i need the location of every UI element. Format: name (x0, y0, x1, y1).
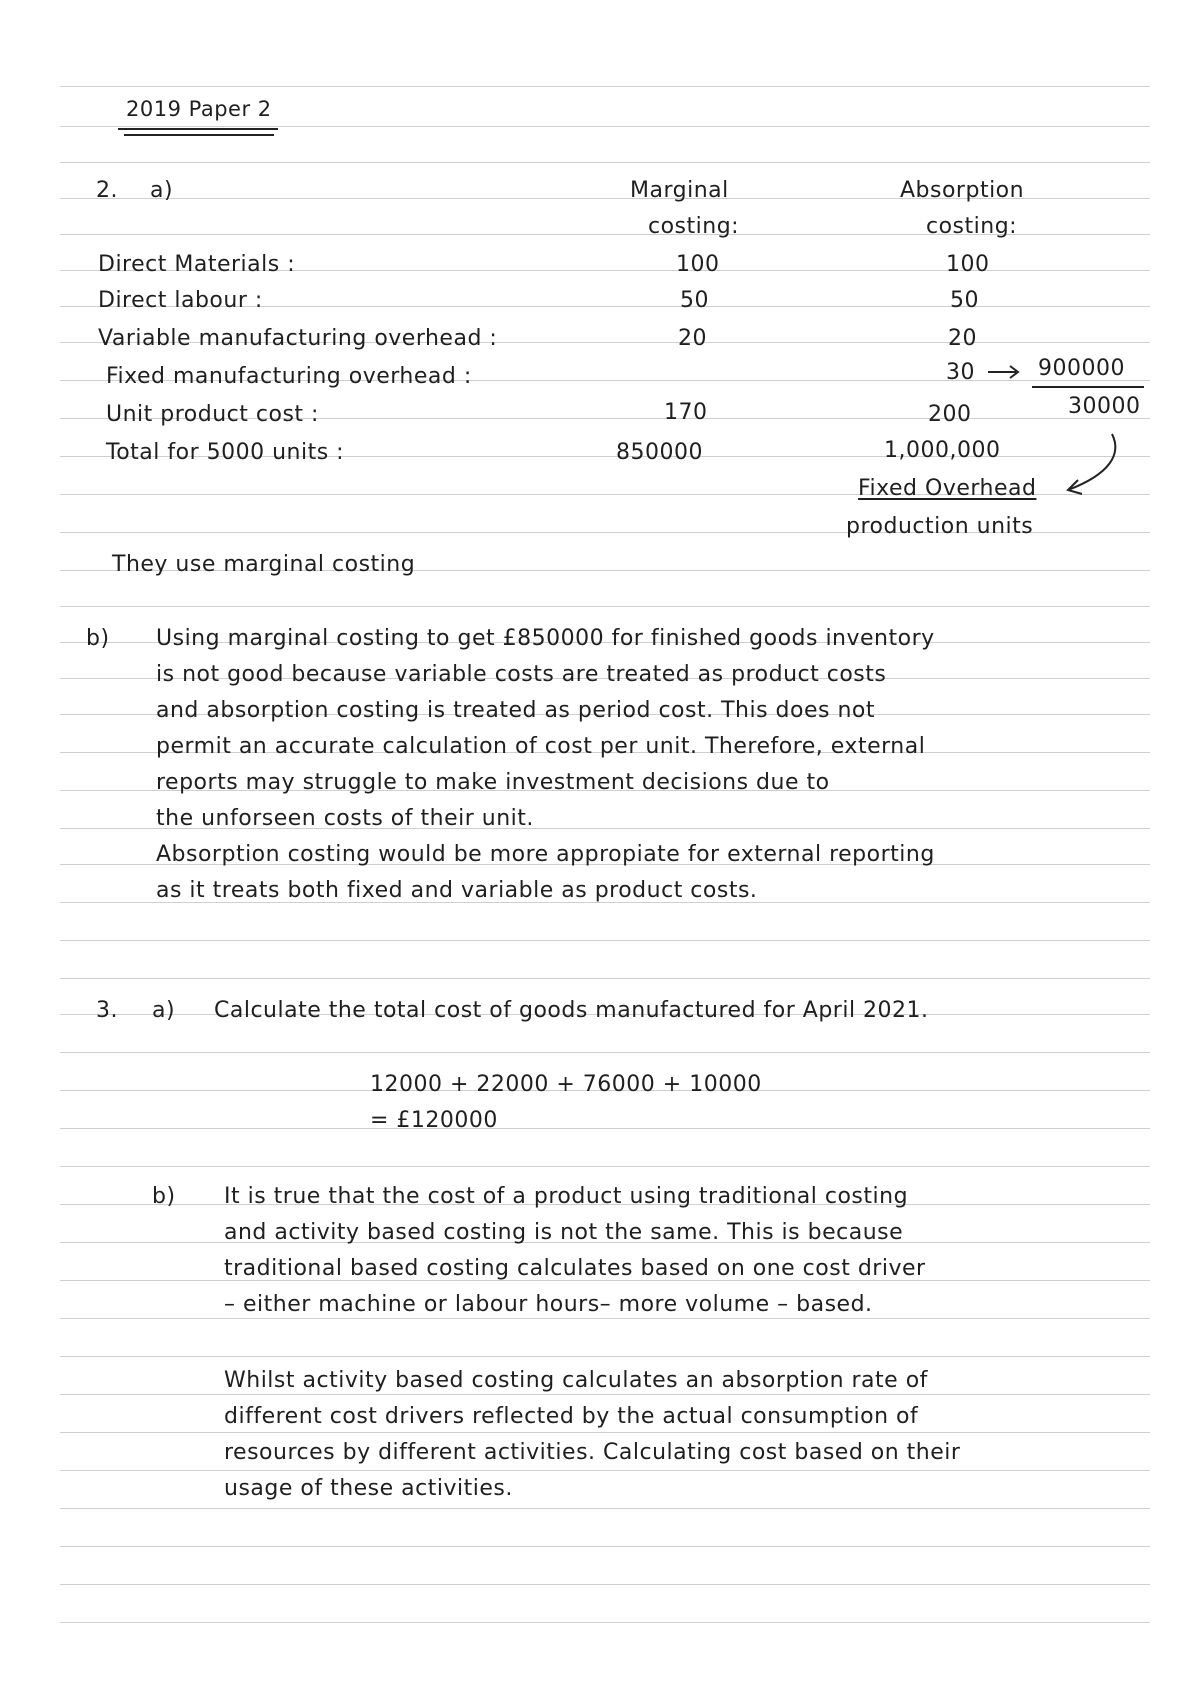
right-arrow-icon (986, 362, 1026, 382)
answer-line: Absorption costing would be more appropiate for external reporting (156, 842, 935, 867)
row-marginal-value: 850000 (616, 440, 703, 465)
question-2-part-a-label: a) (150, 178, 174, 203)
ruled-line (60, 126, 1150, 127)
answer-line: reports may struggle to make investment decisions due to (156, 770, 830, 795)
row-label: Variable manufacturing overhead : (98, 326, 498, 351)
ruled-line (60, 606, 1150, 607)
row-label: Direct labour : (98, 288, 263, 313)
row-label: Fixed manufacturing overhead : (106, 364, 472, 389)
ruled-line (60, 1394, 1150, 1395)
answer-line: is not good because variable costs are treated as product costs (156, 662, 887, 687)
ruled-line (60, 1470, 1150, 1471)
column-header-marginal-costing: costing: (648, 214, 740, 239)
row-absorption-value: 30 (946, 360, 975, 385)
ruled-line (60, 1128, 1150, 1129)
ruled-line (60, 1052, 1150, 1053)
answer-line: the unforseen costs of their unit. (156, 806, 534, 831)
row-absorption-value: 20 (948, 326, 977, 351)
question-3-part-b-label: b) (152, 1184, 176, 1209)
question-3-part-a-label: a) (152, 998, 176, 1023)
ruled-line (60, 1584, 1150, 1585)
answer-line: and absorption costing is treated as period cost. This does not (156, 698, 875, 723)
fraction-numerator: 900000 (1038, 356, 1125, 381)
row-absorption-value: 200 (928, 402, 972, 427)
row-absorption-value: 1,000,000 (884, 438, 1001, 463)
answer-line: usage of these activities. (224, 1476, 513, 1501)
answer-line: and activity based costing is not the same. This is because (224, 1220, 904, 1245)
calculation-result: = £120000 (370, 1108, 498, 1133)
row-label: Unit product cost : (106, 402, 319, 427)
page-title: 2019 Paper 2 (126, 97, 272, 121)
title-underline (118, 128, 278, 130)
question-3-number: 3. (96, 998, 118, 1023)
ruled-line (60, 1318, 1150, 1319)
ruled-line (60, 1508, 1150, 1509)
ruled-line (60, 86, 1150, 87)
question-2-number: 2. (96, 178, 118, 203)
answer-line: – either machine or labour hours– more volume – based. (224, 1292, 873, 1317)
ruled-line (60, 1166, 1150, 1167)
fraction-bar (1032, 386, 1144, 388)
answer-line: different cost drivers reflected by the actual consumption of (224, 1404, 919, 1429)
row-marginal-value: 50 (680, 288, 709, 313)
answer-line: Using marginal costing to get £850000 for finished goods inventory (156, 626, 935, 651)
conclusion-text: They use marginal costing (112, 552, 416, 577)
row-label: Direct Materials : (98, 252, 296, 277)
answer-line: Whilst activity based costing calculates an absorption rate of (224, 1368, 928, 1393)
ruled-line (60, 1356, 1150, 1357)
question-3-a-text: Calculate the total cost of goods manufactured for April 2021. (214, 998, 929, 1023)
fixed-overhead-note: Fixed Overhead (858, 476, 1037, 501)
ruled-line (60, 940, 1150, 941)
ruled-line (60, 162, 1150, 163)
row-marginal-value: 20 (678, 326, 707, 351)
question-2-part-b-label: b) (86, 626, 110, 651)
production-units-note: production units (846, 514, 1034, 539)
ruled-line (60, 978, 1150, 979)
calculation-line: 12000 + 22000 + 76000 + 10000 (370, 1072, 762, 1097)
answer-line: traditional based costing calculates based on one cost driver (224, 1256, 926, 1281)
row-label: Total for 5000 units : (106, 440, 345, 465)
row-marginal-value: 100 (676, 252, 720, 277)
row-absorption-value: 50 (950, 288, 979, 313)
column-header-absorption-costing: costing: (926, 214, 1018, 239)
answer-line: It is true that the cost of a product using traditional costing (224, 1184, 909, 1209)
fraction-denominator: 30000 (1068, 394, 1141, 419)
curved-arrow-icon (1060, 430, 1150, 520)
title-underline-second (124, 134, 274, 136)
row-absorption-value: 100 (946, 252, 990, 277)
ruled-line (60, 1622, 1150, 1623)
ruled-line (60, 1546, 1150, 1547)
column-header-absorption: Absorption (900, 178, 1025, 203)
row-marginal-value: 170 (664, 400, 708, 425)
ruled-line (60, 1432, 1150, 1433)
answer-line: permit an accurate calculation of cost per unit. Therefore, external (156, 734, 926, 759)
answer-line: resources by different activities. Calculating cost based on their (224, 1440, 961, 1465)
column-header-marginal: Marginal (630, 178, 729, 203)
answer-line: as it treats both fixed and variable as product costs. (156, 878, 758, 903)
